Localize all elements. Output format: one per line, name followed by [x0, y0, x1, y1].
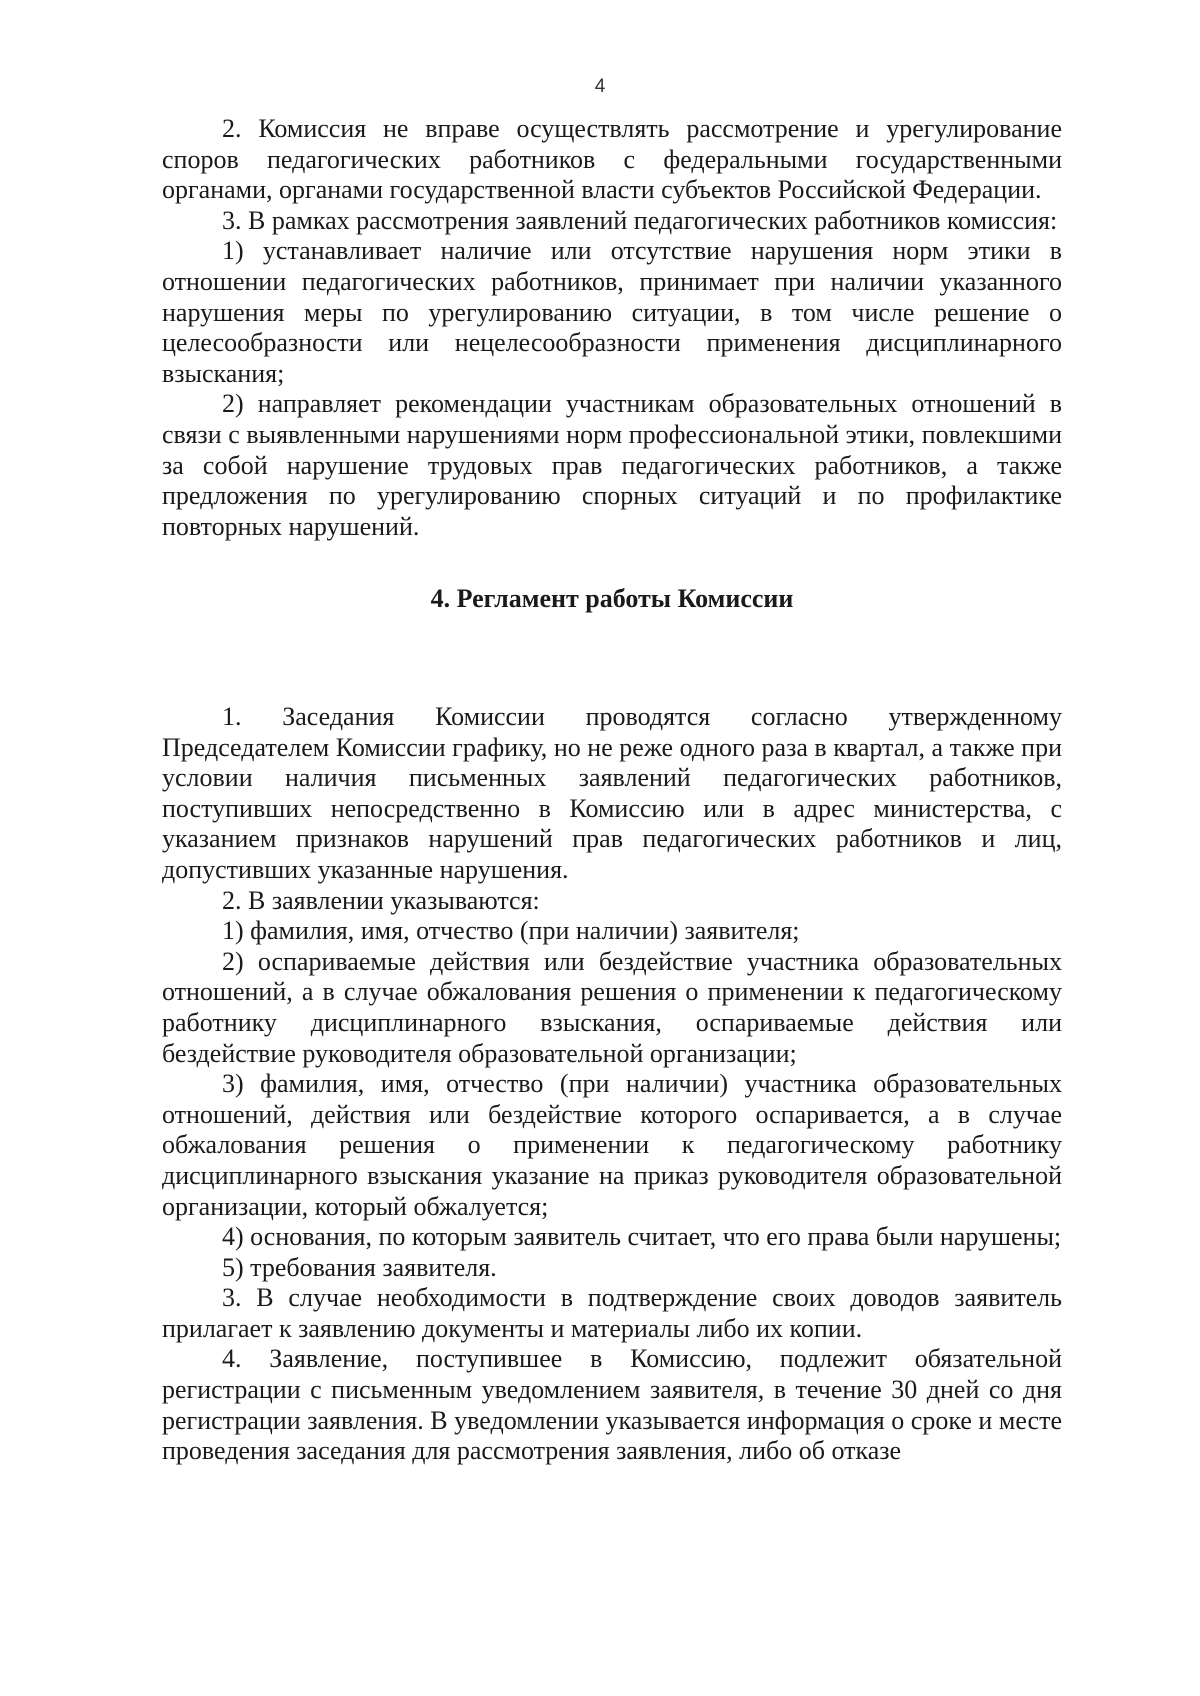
- paragraph-commission-limits: 2. Комиссия не вправе осуществлять рассмотрение и урегулирование споров педагогических работников с федеральными государственными органами, органами государственной власти субъектов Российской Федерации.: [162, 114, 1062, 205]
- paragraph-application-contents: 2. В заявлении указываются:: [222, 885, 540, 915]
- list-item-disputed-actions: 2) оспариваемые действия или бездействие участника образовательных отношений, а в случае обжалования решения о применении к педагогическому работнику дисциплинарного взыскания, оспариваемые действия или бездействие руководителя образовательной организации;: [162, 946, 1062, 1068]
- section-4: [162, 584, 1062, 1467]
- list-item-applicant-name: 1) фамилия, имя, отчество (при наличии) заявителя;: [222, 916, 800, 946]
- list-item-recommendations: 2) направляет рекомендации участникам образовательных отношений в связи с выявленными нарушениями норм профессиональной этики, повлекшими за собой нарушение трудовых прав педагогических работников, а также предложения по урегулированию спорных ситуаций и по профилактике повторных нарушений.: [162, 389, 1062, 541]
- list-item-grounds: 4) основания, по которым заявитель считает, что его права были нарушены;: [222, 1222, 1062, 1252]
- section-heading: 4. Регламент работы Комиссии: [430, 584, 794, 613]
- paragraph-registration: 4. Заявление, поступившее в Комиссию, подлежит обязательной регистрации с письменным уведомлением заявителя, в течение 30 дней со дня регистрации заявления. В уведомлении указывается информация о сроке и месте проведения заседания для рассмотрения заявления, либо об отказе: [162, 1344, 1062, 1466]
- page-number: 4: [594, 76, 606, 97]
- paragraph-meetings-schedule: 1. Заседания Комиссии проводятся согласно утвержденному Председателем Комиссии графику, но не реже одного раза в квартал, а также при условии наличия письменных заявлений педагогических работников, поступивших непосредственно в Комиссию или в адрес министерства, с указанием признаков нарушений прав педагогических работников и лиц, допустивших указанные нарушения.: [162, 702, 1062, 884]
- paragraph-supporting-documents: 3. В случае необходимости в подтверждение своих доводов заявитель прилагает к заявлению документы и материалы либо их копии.: [162, 1283, 1062, 1343]
- list-item-participant-name: 3) фамилия, имя, отчество (при наличии) участника образовательных отношений, действия или бездействие которого оспаривается, а в случае обжалования решения о применении к педагогическому работнику дисциплинарного взыскания указание на приказ руководителя образовательной организации, который обжалуется;: [162, 1069, 1062, 1221]
- section-3-continuation: [162, 114, 1062, 542]
- list-item-requirements: 5) требования заявителя.: [222, 1252, 497, 1282]
- list-item-ethics-violation: 1) устанавливает наличие или отсутствие нарушения норм этики в отношении педагогических работников, принимает при наличии указанного нарушения меры по урегулированию ситуации, в том числе решение о целесообразности или нецелесообразности применения дисциплинарного взыскания;: [162, 236, 1062, 388]
- paragraph-commission-scope: 3. В рамках рассмотрения заявлений педагогических работников комиссия:: [222, 205, 1058, 235]
